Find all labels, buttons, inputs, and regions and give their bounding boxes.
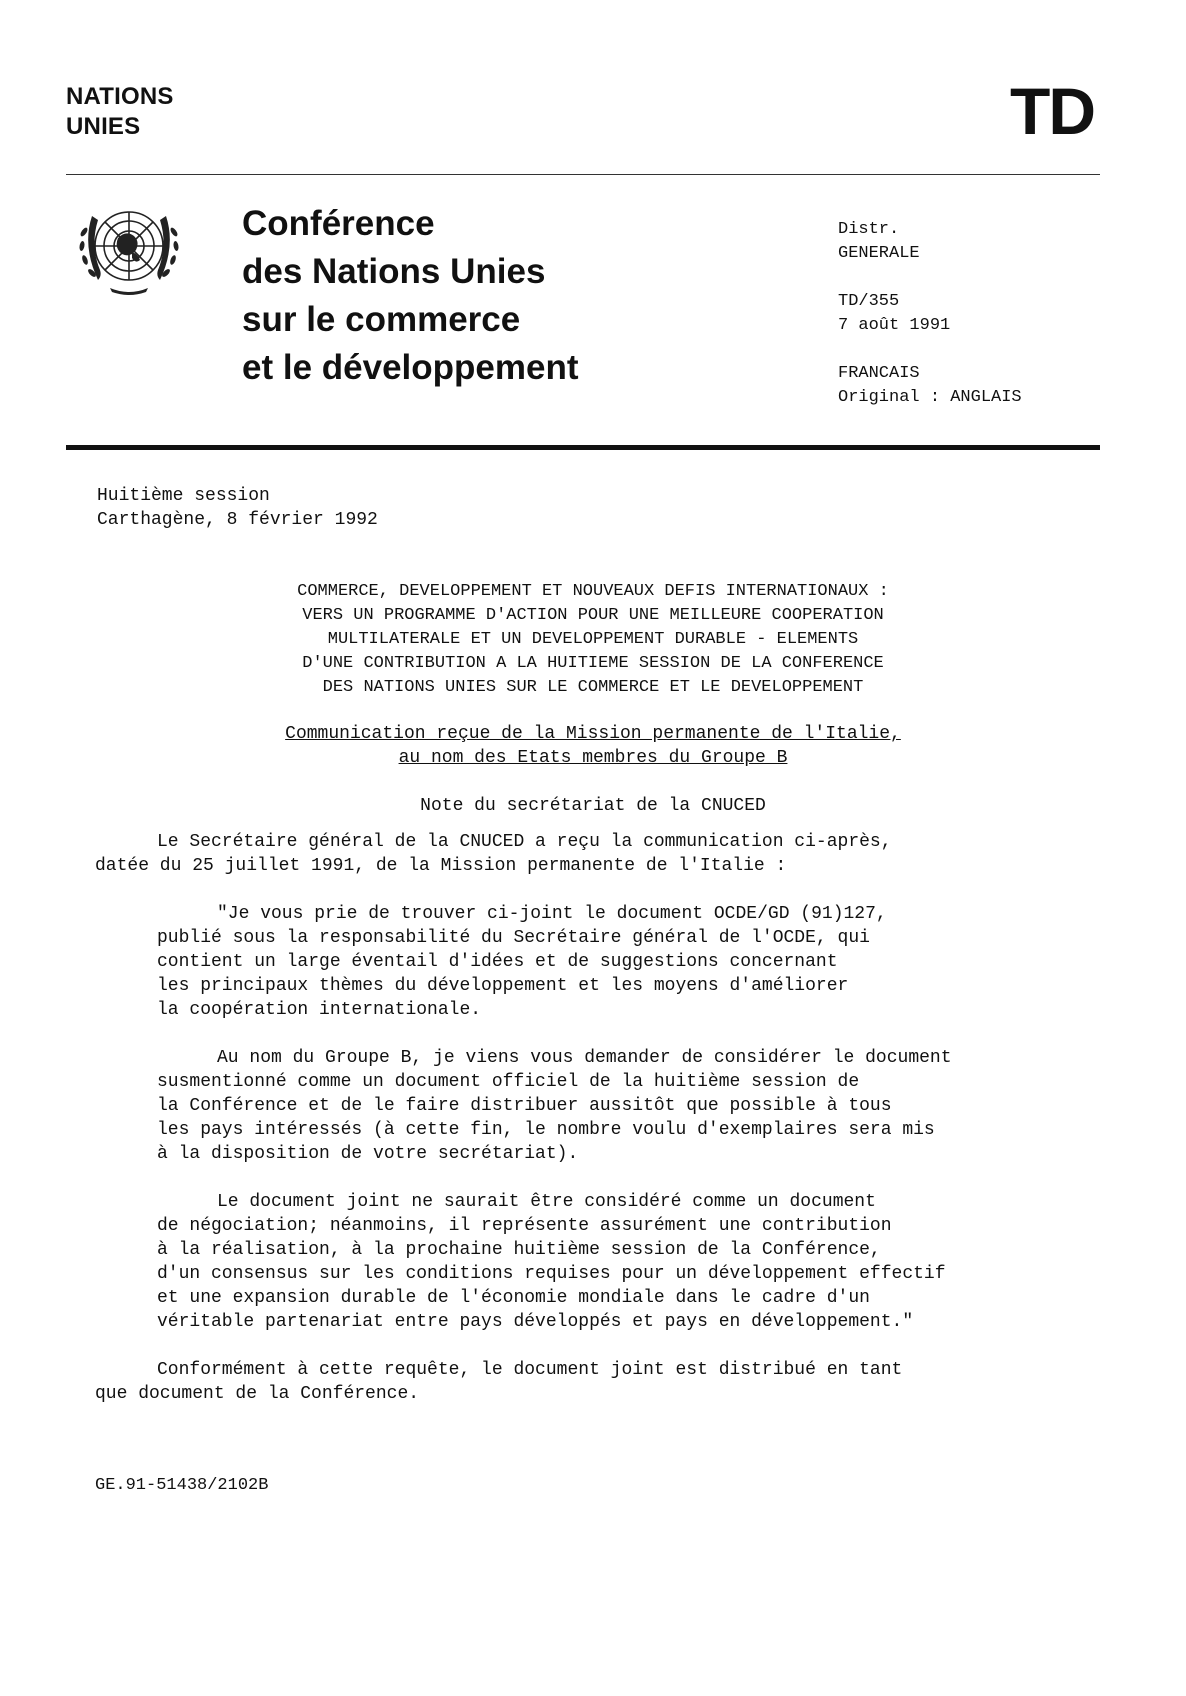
conference-line-1: Conférence [242, 204, 435, 243]
quote-p3-line-6: véritable partenariat entre pays développés et pays en développement." [157, 1312, 914, 1332]
quote-p1-line-4: les principaux thèmes du développement et les moyens d'améliorer [157, 976, 849, 996]
quote-p3-line-1: Le document joint ne saurait être considéré comme un document [217, 1192, 876, 1212]
distribution-block [838, 218, 1022, 410]
quote-p1-line-1: "Je vous prie de trouver ci-joint le document OCDE/GD (91)127, [217, 904, 887, 924]
organization-name [66, 82, 174, 142]
document-title-line-5: DES NATIONS UNIES SUR LE COMMERCE ET LE DEVELOPPEMENT [322, 678, 864, 697]
un-emblem-icon [70, 198, 188, 302]
document-title-line-3: MULTILATERALE ET UN DEVELOPPEMENT DURABLE - ELEMENTS [327, 630, 859, 649]
quote-p2-line-3: la Conférence et de le faire distribuer aussitôt que possible à tous [157, 1096, 892, 1116]
quote-p3-line-2: de négociation; néanmoins, il représente assurément une contribution [157, 1216, 892, 1236]
document-title-line-4: D'UNE CONTRIBUTION A LA HUITIEME SESSION DE LA CONFERENCE [302, 654, 884, 673]
quote-p1-line-5: la coopération internationale. [157, 1000, 482, 1020]
quote-p1-line-2: publié sous la responsabilité du Secrétaire général de l'OCDE, qui [157, 928, 870, 948]
header-divider [66, 174, 1100, 175]
org-line-1: NATIONS [66, 83, 174, 110]
closing-line-1: Conformément à cette requête, le document joint est distribué en tant [157, 1360, 903, 1380]
intro-line-2: datée du 25 juillet 1991, de la Mission permanente de l'Italie : [95, 856, 787, 876]
conference-name [242, 200, 578, 392]
quote-p2-line-4: les pays intéressés (à cette fin, le nombre voulu d'exemplaires sera mis [157, 1120, 935, 1140]
document-date: 7 août 1991 [838, 316, 951, 335]
original-language: Original : ANGLAIS [838, 388, 1022, 407]
communication-heading-2 [0, 746, 1186, 770]
session-line-1: Huitième session [97, 486, 270, 506]
header-thick-divider [66, 445, 1100, 450]
document-language: FRANCAIS [838, 364, 920, 383]
communication-line-1: Communication reçue de la Mission permanente de l'Italie, [285, 724, 901, 744]
distr-label: Distr. [838, 220, 900, 239]
closing-line-2: que document de la Conférence. [95, 1384, 420, 1404]
quote-p1-line-3: contient un large éventail d'idées et de suggestions concernant [157, 952, 838, 972]
quote-p2-line-1: Au nom du Groupe B, je viens vous demander de considérer le document [217, 1048, 952, 1068]
conference-line-4: et le développement [242, 348, 579, 387]
document-title-line-2: VERS UN PROGRAMME D'ACTION POUR UNE MEILLEURE COOPERATION [302, 606, 884, 625]
document-symbol: TD/355 [838, 292, 900, 311]
job-number: GE.91-51438/2102B [95, 1476, 269, 1495]
intro-line-1: Le Secrétaire général de la CNUCED a reçu la communication ci-après, [157, 832, 892, 852]
org-line-2: UNIES [66, 113, 141, 140]
document-title-line-1: COMMERCE, DEVELOPPEMENT ET NOUVEAUX DEFIS INTERNATIONAUX : [297, 582, 889, 601]
conference-line-3: sur le commerce [242, 300, 521, 339]
quote-p3-line-5: et une expansion durable de l'économie mondiale dans le cadre d'un [157, 1288, 870, 1308]
communication-heading-1 [0, 722, 1186, 746]
quote-p2-line-5: à la disposition de votre secrétariat). [157, 1144, 579, 1164]
quote-p2-line-2: susmentionné comme un document officiel de la huitième session de [157, 1072, 860, 1092]
quote-p3-line-3: à la réalisation, à la prochaine huitième session de la Conférence, [157, 1240, 881, 1260]
conference-line-2: des Nations Unies [242, 252, 546, 291]
session-line-2: Carthagène, 8 février 1992 [97, 510, 378, 530]
secretariat-note: Note du secrétariat de la CNUCED [420, 796, 766, 816]
quote-p3-line-4: d'un consensus sur les conditions requises pour un développement effectif [157, 1264, 946, 1284]
document-series-symbol: TD [1010, 74, 1094, 148]
communication-line-2: au nom des Etats membres du Groupe B [398, 748, 788, 768]
distr-type: GENERALE [838, 244, 920, 263]
